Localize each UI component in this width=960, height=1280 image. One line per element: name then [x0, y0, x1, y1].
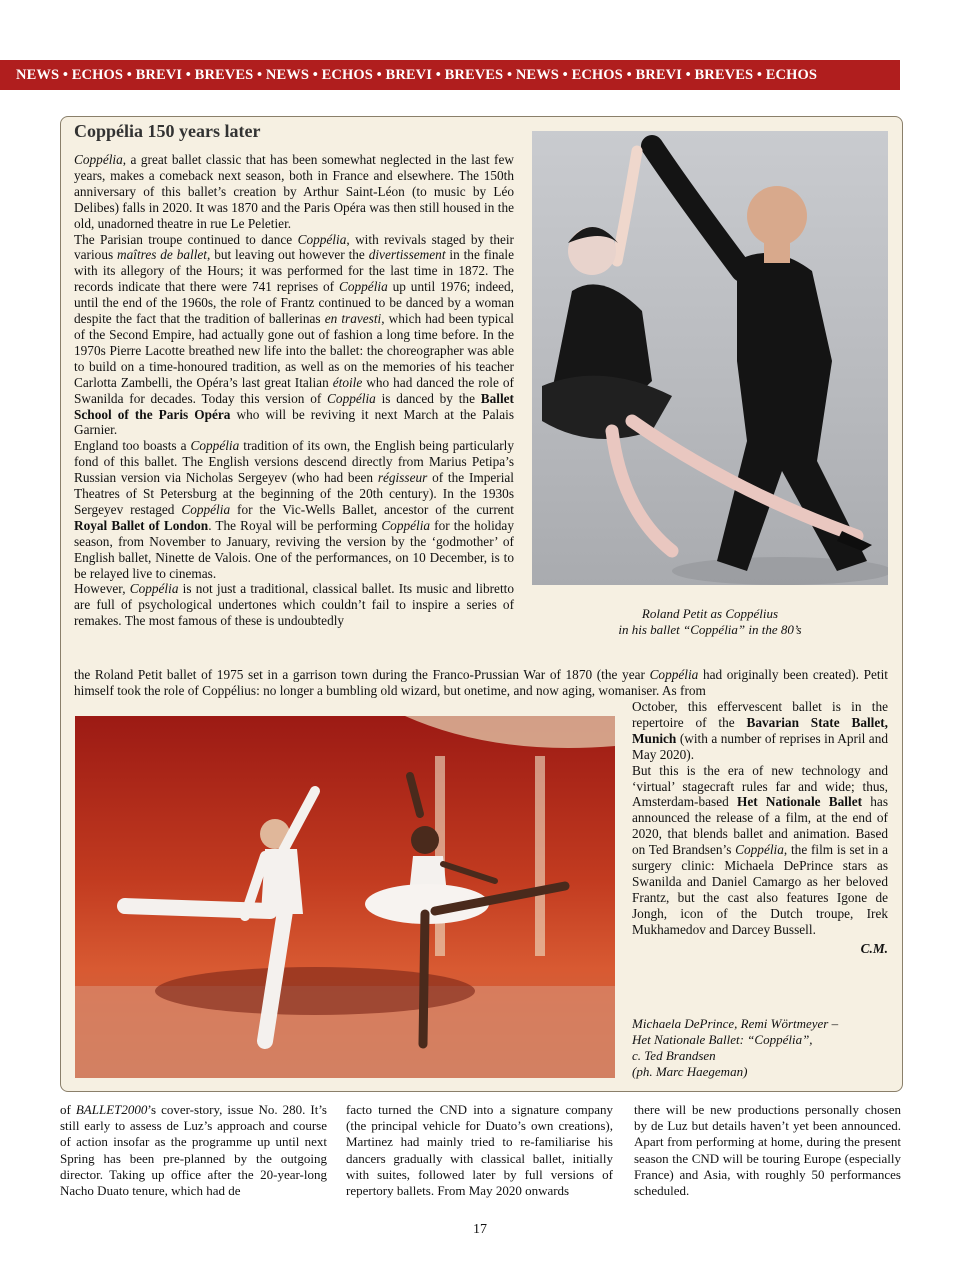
caption-line: Het Nationale Ballet: “Coppélia”, [632, 1032, 813, 1047]
article-title: Coppélia 150 years later [74, 121, 261, 141]
text-run: up until 1976; indeed, until the end of the 1960s, the role of Frantz continued to be danced by a woman despite the fact that the tradition of ballerinas [74, 279, 515, 327]
paragraph [632, 763, 888, 938]
paragraph [74, 152, 514, 232]
italic-text: Coppélia [649, 667, 699, 682]
text-run: . The Royal will be performing [208, 517, 382, 533]
article-column-left [74, 152, 514, 629]
section-banner: NEWS • ECHOS • BREVI • BREVES • NEWS • ECHOS • BREVI • BREVES • NEWS • ECHOS • BREVI • BREVES • ECHOS [0, 60, 900, 90]
text-run: who will be reviving it next March at the Palais Garnier. [74, 406, 515, 438]
text-run: had originally been created). Petit himself took the role of Coppélius: no longer a bumbling old wizard, but onetime, and now aging, womaniser. As from [74, 667, 888, 698]
bottom-column-1 [60, 1102, 327, 1199]
article-full-width-text [74, 667, 888, 699]
paragraph [74, 667, 888, 699]
text-run: of the Imperial Theatres of St Petersburg at the beginning of the 20th century). In the 1930s Sergeyev restaged [74, 470, 514, 517]
text-run: , which had been typical of the Second Empire, had actually gone out of fashion a long time before. In the 1970s Pierre Lacotte breathed new life into the ballet: the choreographer was able to build on a time-honoured tradition, as well as on the memories of his teacher Carlotta Zambelli, the Opéra’s last great Italian [74, 311, 514, 390]
text-run: However, [74, 581, 130, 597]
text-run: facto turned the CND into a signature company (the principal vehicle for Duato’s own creations), Martinez had mainly tried to re-familiarise his dancers gradually with classical ballet, initially with suites, followed later by full versions of repertory ballets. From May 2020 onwards [346, 1102, 613, 1199]
italic-text: BALLET2000 [75, 1102, 148, 1117]
text-run: The Parisian troupe continued to dance [74, 231, 298, 247]
text-run: for the Vic-Wells Ballet, ancestor of the current [230, 501, 514, 517]
caption-line: c. Ted Brandsen [632, 1048, 716, 1063]
paragraph [632, 699, 888, 763]
author-signature: C.M. [860, 940, 888, 956]
paragraph [74, 581, 514, 629]
photo-caption-1 [532, 606, 888, 638]
text-run: is not just a traditional, classical ballet. Its music and libretto are full of psychological undertones which couldn’t fail to inspire a series of remakes. The most famous of these is undoubtedly [74, 581, 514, 629]
text-run: , but leaving out however the [207, 247, 369, 263]
paragraph [74, 438, 514, 581]
text-run: , the film is set in a surgery clinic: Michaela DePrince stars as Swanilda and Daniel Camargo as her beloved Frantz, but the cast also features Igone de Jongh, icon of the Dutch troupe, Irek Mukhamedov and Darcey Bussell. [632, 842, 888, 937]
italic-text: divertissement [368, 247, 446, 263]
text-run: , with revivals staged by their various [74, 231, 514, 263]
bold-text: Het Nationale Ballet [736, 794, 863, 810]
italic-text: régisseur [377, 470, 428, 486]
italic-text: Coppélia [74, 152, 123, 167]
italic-text: Coppélia [190, 438, 240, 454]
italic-text: Coppélia [297, 231, 347, 247]
text-run: tradition of its own, the English being particularly fond of this ballet. The English versions descend directly from Marius Petipa’s Russian version via Nicholas Sergeyev (who had been [74, 438, 514, 486]
caption-line: Roland Petit as Coppélius [641, 606, 779, 621]
article-column-right [632, 699, 888, 957]
italic-text: Coppélia [338, 279, 388, 295]
text-run: (with a number of reprises in April and May 2020). [632, 730, 888, 762]
caption-line: (ph. Marc Haegeman) [632, 1064, 748, 1079]
bottom-column-3 [634, 1102, 901, 1199]
photo-roland-petit [532, 131, 888, 585]
text-run: is danced by the [375, 390, 481, 406]
italic-text: maîtres de ballet [117, 247, 207, 263]
bold-text: Bavarian State Ballet, Munich [632, 714, 889, 746]
bold-text: Ballet School of the Paris Opéra [74, 390, 514, 422]
photo-het-nationale-ballet [75, 716, 615, 1078]
italic-text: Coppélia [181, 501, 231, 517]
bottom-column-2 [346, 1102, 613, 1199]
text-run: , a great ballet classic that has been somewhat neglected in the last few years, makes a comeback next season, both in France and elsewhere. The 150th anniversary of this ballet’s creation by Arthur Saint-Léon (to music by Léo Delibes) falls in 2020. It was 1870 and the Paris Opéra was then still housed in the old, unadorned theatre in rue Le Peletier. [74, 152, 514, 231]
text-run: England too boasts a [74, 438, 191, 454]
text-run: ’s cover-story, issue No. 280. It’s still early to assess de Luz’s approach and course of action insofar as the programme up until next Spring has been pre-planned by the outgoing director. Taking up office after the 20-year-long Nacho Duato tenure, which had de [60, 1102, 327, 1199]
text-run: October, this effervescent ballet is in the repertoire of the [632, 699, 888, 730]
text-run: of [60, 1102, 76, 1117]
italic-text: Coppélia [327, 390, 376, 406]
italic-text: Coppélia [129, 581, 179, 597]
text-run: for the holiday season, from November to January, reviving the version by the ‘godmother’ of English ballet, Ninette de Valois. One of the performances, on 10 December, is to be relayed live to cinemas. [74, 517, 514, 581]
caption-line: Michaela DePrince, Remi Wörtmeyer – [632, 1016, 839, 1031]
paragraph [74, 232, 514, 439]
italic-text: étoile [332, 374, 363, 390]
text-run: who had danced the role of Swanilda for decades. Today this version of [74, 374, 514, 406]
bold-text: Royal Ballet of London [74, 517, 209, 533]
text-run: the Roland Petit ballet of 1975 set in a garrison town during the Franco-Prussian War of 1870 (the year [74, 667, 650, 682]
italic-text: en travesti [324, 311, 382, 327]
italic-text: Coppélia [735, 842, 784, 858]
text-run: has announced the release of a film, at the end of 2020, that blends ballet and animation. Based on Ted Brandsen’s [632, 794, 888, 858]
text-run: But this is the era of new technology and ‘virtual’ stagecraft rules far and wide; thus, Amsterdam-based [632, 762, 888, 810]
photo-caption-2 [632, 1016, 892, 1080]
text-run: there will be new productions personally chosen by de Luz but details haven’t yet been announced. Apart from performing at home, during the present season the CND will be touring Europe (especially France) and Asia, with roughly 50 performances scheduled. [634, 1102, 901, 1199]
text-run: in the finale with its allegory of the Hours; it was performed for the last time in 1872. The records indicate that there were 741 reprises of [74, 247, 514, 295]
italic-text: Coppélia [381, 517, 431, 533]
caption-line: in his ballet “Coppélia” in the 80’s [618, 622, 802, 637]
page-number: 17 [473, 1222, 487, 1237]
